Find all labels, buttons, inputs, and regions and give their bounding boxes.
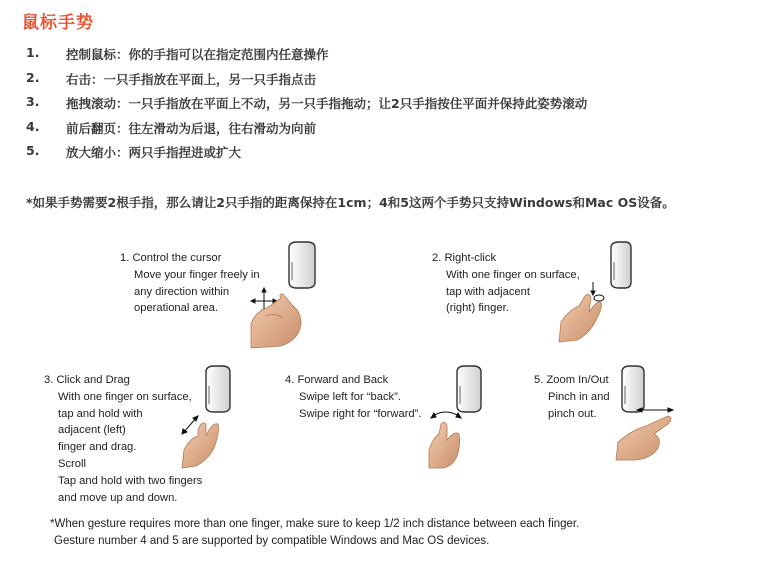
gesture-line: and move up and down. (58, 491, 178, 504)
gesture-4-text (285, 372, 421, 422)
device-icon (622, 366, 644, 412)
hand-icon (429, 422, 460, 468)
en-note (50, 516, 579, 550)
gesture-line: pinch out. (548, 407, 597, 420)
hand-icon (559, 294, 601, 342)
en-note-line-2: Gesture number 4 and 5 are supported by compatible Windows and Mac OS devices. (54, 535, 490, 547)
gesture-number: 4. (285, 374, 295, 386)
gesture-title: Zoom In/Out (546, 374, 609, 386)
gesture-number: 5. (534, 374, 544, 386)
gesture-line: finger and drag. (58, 441, 137, 454)
gesture-line: (right) finger. (446, 302, 509, 315)
item-number: 4. (26, 118, 40, 134)
cn-note: *如果手势需要2根手指，那么请让2只手指的距离保持在1cm；4和5这两个手势只支持Windows和Mac OS设备。 (26, 195, 675, 210)
gesture-3-illustration (172, 360, 244, 470)
list-item (26, 70, 587, 95)
gesture-title: Control the cursor (132, 252, 222, 264)
list-item (26, 143, 587, 168)
gesture-line: operational area. (134, 302, 218, 315)
en-note-line-1: *When gesture requires more than one finger, make sure to keep 1/2 inch distance between each finger. (50, 518, 580, 530)
list-item (26, 45, 587, 70)
pinch-arrow-icon (637, 408, 673, 412)
device-icon (289, 242, 315, 288)
gesture-1-text (120, 250, 260, 317)
gesture-line: Swipe right for “forward”. (299, 407, 422, 420)
gesture-5-illustration (612, 360, 694, 466)
item-number: 1. (26, 45, 40, 60)
gesture-line: With one finger on surface, (58, 390, 192, 403)
item-number: 5. (26, 143, 40, 158)
gesture-line: Swipe left for “back”. (299, 390, 401, 403)
gesture-line: tap and hold with (58, 407, 143, 420)
item-number: 2. (26, 69, 40, 85)
gesture-2-illustration (555, 238, 635, 344)
swipe-arrow-icon (431, 412, 461, 418)
gesture-title: Right-click (444, 252, 497, 264)
hand-icon (182, 423, 219, 468)
hand-icon (251, 294, 301, 348)
item-text: 放大缩小：两只手指捏进或扩大 (66, 145, 242, 160)
device-icon (611, 242, 631, 288)
gesture-line: Tap and hold with two fingers (58, 474, 203, 487)
gesture-title: Forward and Back (297, 374, 389, 386)
gesture-line: With one finger on surface, (446, 268, 580, 281)
gesture-title: Click and Drag (56, 374, 130, 386)
list-item (26, 119, 587, 144)
gesture-line: Pinch in and (548, 390, 610, 403)
gesture-line: Move your finger freely in (134, 268, 260, 281)
gesture-number: 3. (44, 374, 54, 386)
item-text: 控制鼠标：你的手指可以在指定范围内任意操作 (66, 47, 329, 62)
gesture-line: Scroll (58, 457, 86, 470)
page-title: 鼠标手势 (22, 13, 94, 33)
item-text: 右击：一只手指放在平面上，另一只手指点击 (66, 71, 317, 87)
drag-arrow-icon (182, 416, 198, 434)
gesture-number: 1. (120, 252, 130, 264)
item-number: 3. (26, 94, 40, 109)
item-text: 拖拽滚动：一只手指放在平面上不动，另一只手指拖动；让2只手指按住平面并保持此姿势滚动 (66, 96, 588, 111)
item-text: 前后翻页：往左滑动为后退，往右滑动为向前 (66, 120, 317, 136)
gesture-number: 2. (432, 252, 442, 264)
device-icon (206, 366, 230, 412)
gesture-1-illustration (245, 238, 320, 350)
list-item (26, 94, 587, 119)
gesture-line: tap with adjacent (446, 285, 530, 298)
cn-gesture-list (26, 45, 587, 168)
hand-icon (616, 416, 671, 460)
gesture-4-illustration (425, 360, 497, 470)
tap-arrow-icon (591, 282, 604, 301)
device-icon (457, 366, 481, 412)
gesture-line: any direction within (134, 285, 230, 298)
gesture-line: adjacent (left) (58, 424, 126, 437)
gesture-5-text (534, 372, 610, 422)
